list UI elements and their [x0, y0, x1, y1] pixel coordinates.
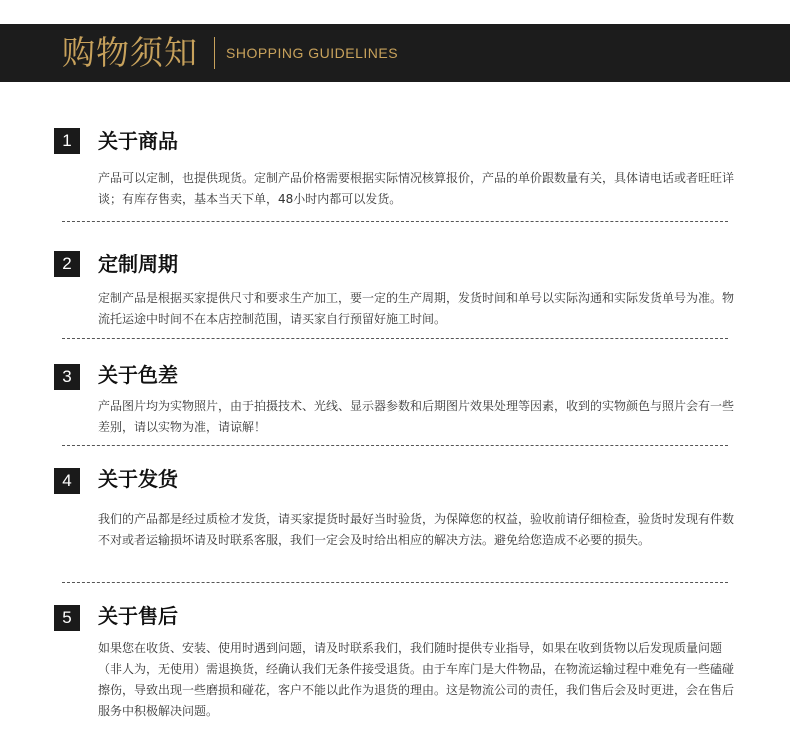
- section-number-5: 5: [54, 605, 80, 631]
- section-title-shipping: 关于发货: [98, 467, 178, 491]
- section-title-after-sales: 关于售后: [98, 604, 178, 628]
- section-number-3: 3: [54, 364, 80, 390]
- title-divider: [214, 37, 215, 69]
- section-number-2: 2: [54, 251, 80, 277]
- section-body-shipping: 我们的产品都是经过质检才发货，请买家提货时最好当时验货，为保障您的权益，验收前请仔细检查，验货时发现有件数不对或者运输损坏请及时联系客服，我们一定会及时给出相应的解决方法。避免给您造成不必要的损失。: [98, 512, 735, 547]
- page-subtitle: SHOPPING GUIDELINES: [226, 45, 399, 61]
- section-body-product: 产品可以定制，也提供现货。定制产品价格需要根据实际情况核算报价，产品的单价跟数量有关，具体请电话或者旺旺详谈；有库存售卖，基本当天下单，48小时内都可以发货。: [98, 171, 735, 206]
- section-divider: [62, 582, 728, 583]
- page-title: 购物须知: [62, 33, 198, 72]
- section-title-product: 关于商品: [98, 129, 178, 153]
- section-number-4: 4: [54, 468, 80, 494]
- section-number-1: 1: [54, 128, 80, 154]
- section-title-custom-cycle: 定制周期: [98, 252, 178, 276]
- header-banner: [0, 24, 790, 82]
- section-divider: [62, 338, 728, 339]
- section-body-custom-cycle: 定制产品是根据买家提供尺寸和要求生产加工，要一定的生产周期，发货时间和单号以实际沟通和实际发货单号为准。物流托运途中时间不在本店控制范围，请买家自行预留好施工时间。: [98, 291, 735, 326]
- section-title-color-difference: 关于色差: [98, 363, 178, 387]
- section-divider: [62, 445, 728, 446]
- section-body-color-difference: 产品图片均为实物照片，由于拍摄技术、光线、显示器参数和后期图片效果处理等因素，收到的实物颜色与照片会有一些差别，请以实物为准，请谅解！: [98, 399, 735, 434]
- section-divider: [62, 221, 728, 222]
- section-body-after-sales: 如果您在收货、安装、使用时遇到问题，请及时联系我们，我们随时提供专业指导，如果在收到货物以后发现质量问题（非人为，无使用）需退换货，经确认我们无条件接受退货。由于车库门是大件物品，在物流运输过程中难免有一些磕碰擦伤，导致出现一些磨损和碰花，客户不能以此作为退货的理由。这是物流公司的责任，我们售后会及时更进，会在售后服务中积极解决问题。: [98, 641, 735, 718]
